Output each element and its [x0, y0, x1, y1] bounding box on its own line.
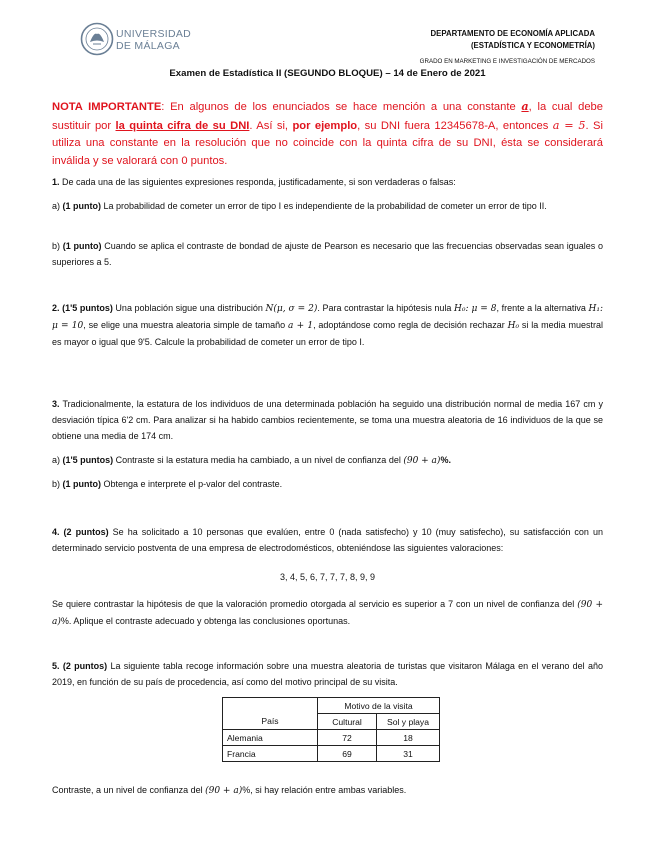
- note-label: NOTA IMPORTANTE: [52, 101, 162, 113]
- q5-conclusion: [52, 782, 603, 799]
- q5-intro: [52, 658, 603, 690]
- q2: [52, 300, 603, 351]
- q1a-points: (1 punto): [62, 201, 102, 211]
- q3-part-b: [52, 476, 603, 492]
- q2-sample-size: a + 1: [288, 321, 314, 332]
- note-constant-symbol: a: [521, 99, 529, 113]
- note-text: , la cual debe sustituir por: [52, 101, 604, 132]
- q4-text: Se quiere contrastar la hipótesis de que la valoración promedio otorgada al servicio es superior a 7 con un nivel de confianza del: [52, 599, 578, 609]
- note-equation: a = 5: [552, 118, 586, 132]
- university-seal-icon: [80, 22, 114, 56]
- q1-part-a: [52, 198, 603, 214]
- q4-confidence: (90 + a): [52, 600, 603, 628]
- university-line-1: UNIVERSIDAD: [116, 28, 192, 40]
- table-group-header: Motivo de la visita: [318, 698, 440, 714]
- table-cell-cultural: 72: [318, 730, 377, 746]
- q3a-label: a): [52, 455, 63, 465]
- department-line-1: DEPARTAMENTO DE ECONOMÍA APLICADA: [430, 29, 595, 38]
- q3a-points: (1'5 puntos): [62, 455, 114, 465]
- q3a-confidence: (90 + a): [403, 456, 441, 466]
- q2-text: , adoptándose como regla de decisión rechazar: [313, 320, 508, 331]
- q1b-label: b): [52, 241, 63, 251]
- university-name: [116, 28, 191, 52]
- degree-name: GRADO EN MARKETING E INVESTIGACIÓN DE MERCADOS: [419, 58, 595, 65]
- q5-number: 5. (2 puntos): [52, 661, 108, 671]
- q3b-points: (1 punto): [62, 479, 102, 489]
- q2-alt-hypothesis: H₁: μ = 10: [52, 304, 603, 332]
- q3a-text: Contraste si la estatura media ha cambiado, a un nivel de confianza del: [113, 455, 404, 465]
- q3-number: 3.: [52, 399, 60, 409]
- note-text: . Así si,: [249, 119, 293, 132]
- university-line-2: DE MÁLAGA: [116, 40, 180, 52]
- table-col-sol: Sol y playa: [377, 714, 440, 730]
- q1-intro: [52, 174, 603, 190]
- q1a-label: a): [52, 201, 63, 211]
- q1-part-b: [52, 238, 603, 270]
- q2-text: , se elige una muestra aleatoria simple de tamaño: [83, 320, 288, 331]
- q3-intro: [52, 396, 603, 445]
- q3-part-a: [52, 452, 603, 469]
- q5-confidence: (90 + a): [205, 786, 243, 796]
- q4-text: %. Aplique el contraste adecuado y obtenga las conclusiones oportunas.: [60, 616, 351, 627]
- q4-intro: [52, 524, 603, 556]
- table-cell-country: Francia: [223, 746, 318, 762]
- q3b-label: b): [52, 479, 63, 489]
- q5-text: %, si hay relación entre ambas variables.: [242, 785, 407, 795]
- q3-text: Tradicionalmente, la estatura de los individuos de una determinada población ha seguido una distribución normal de media 167 cm y desviación típica 6'2 cm. Para analizar si ha habido cambios recientemente, se toma una muestra aleatoria de 16 individuos de la que se obtiene una media de 174 cm.: [52, 399, 603, 442]
- q4-number: 4. (2 puntos): [52, 527, 109, 537]
- q2-text: si la media muestral es mayor o igual que 9'5. Calcule la probabilidad de cometer un error de tipo I.: [52, 320, 603, 348]
- q2-null-symbol: H₀: [507, 321, 520, 332]
- q2-text: , frente a la alternativa: [496, 303, 589, 313]
- q1a-text: La probabilidad de cometer un error de tipo I es independiente de la probabilidad de cometer un error de tipo II.: [101, 201, 547, 211]
- note-text: : En algunos de los enunciados se hace mención a una constante: [161, 101, 522, 113]
- note-example: por ejemplo: [292, 119, 358, 132]
- exam-title: Examen de Estadística II (SEGUNDO BLOQUE) – 14 de Enero de 2021: [169, 68, 486, 79]
- q1b-points: (1 punto): [62, 241, 102, 251]
- q1-number: 1.: [52, 177, 60, 187]
- q4-values: 3, 4, 5, 6, 7, 7, 7, 8, 9, 9: [279, 572, 376, 582]
- q1-text: De cada una de las siguientes expresiones responda, justificadamente, si son verdaderas o falsas:: [59, 177, 456, 187]
- table-row: [223, 730, 440, 746]
- q2-null-hypothesis: H₀: μ = 8: [454, 304, 497, 314]
- q3a-percent: %.: [440, 455, 451, 465]
- table-row: [223, 746, 440, 762]
- department-line-2: (ESTADÍSTICA Y ECONOMETRÍA): [470, 41, 595, 50]
- note-underlined: la quinta cifra de su DNI: [115, 119, 250, 132]
- q2-distribution: N(μ, σ = 2): [265, 304, 318, 314]
- contingency-table: [222, 697, 440, 762]
- q5-text: Contraste, a un nivel de confianza del: [52, 785, 206, 795]
- table-cell-country: Alemania: [223, 730, 318, 746]
- table-cell-sol: 18: [377, 730, 440, 746]
- important-note: [52, 98, 603, 170]
- q4-text: Se ha solicitado a 10 personas que evalúen, entre 0 (nada satisfecho) y 10 (muy satisfecho), su satisfacción con un determinado servicio postventa de una empresa de electrodomésticos, obteniéndose las siguientes valoraciones:: [52, 527, 604, 554]
- table-cell-cultural: 69: [318, 746, 377, 762]
- note-text: . Si utiliza una constante en la resolución que no coincide con la quinta cifra de su DNI, ésta se considerará inválida y se valorará con 0 puntos.: [52, 119, 603, 167]
- q1b-text: Cuando se aplica el contraste de bondad de ajuste de Pearson es necesario que las frecuencias observadas sean iguales o superiores a 5.: [52, 241, 603, 268]
- table-header-row: [223, 698, 440, 714]
- q5-text: La siguiente tabla recoge información sobre una muestra aleatoria de turistas que visitaron Málaga en el verano del año 2019, en función de su país de procedencia, así como del motivo principal de su visita.: [52, 661, 603, 688]
- q2-number: 2. (1'5 puntos): [52, 303, 113, 313]
- department: [431, 28, 595, 52]
- q4-body: [52, 596, 603, 630]
- table-country-header: País: [223, 698, 318, 730]
- table-cell-sol: 31: [377, 746, 440, 762]
- q3b-text: Obtenga e interprete el p-valor del contraste.: [101, 479, 283, 489]
- q2-text: Una población sigue una distribución: [112, 303, 266, 313]
- table-col-cultural: Cultural: [318, 714, 377, 730]
- note-text: , su DNI fuera 12345678-A, entonces: [357, 119, 553, 132]
- q2-text: . Para contrastar la hipótesis nula: [317, 303, 455, 313]
